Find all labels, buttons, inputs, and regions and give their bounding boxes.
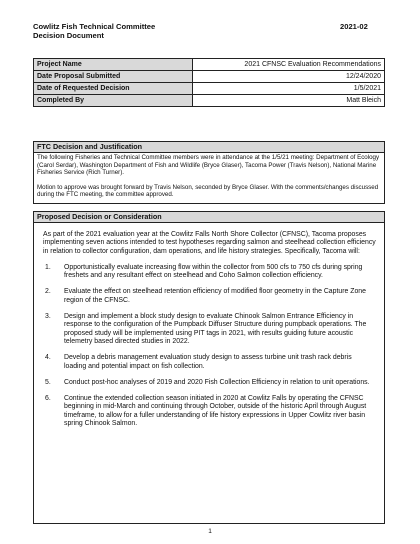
item-text: Conduct post-hoc analyses of 2019 and 2020 Fish Collection Efficiency in relation to unit operations.	[64, 378, 370, 386]
item-text: Develop a debris management evaluation study design to assess turbine unit trash rack debris loading and potential impact on fish collection.	[64, 354, 352, 370]
item-number: 3.	[45, 313, 51, 321]
project-info-table	[33, 58, 385, 107]
ftc-decision-title: FTC Decision and Justification	[34, 142, 384, 153]
project-name-value: 2021 CFNSC Evaluation Recommendations	[193, 59, 385, 71]
item-text: Opportunistically evaluate increasing flow within the collector from 500 cfs to 750 cfs during spring freshets and any resultant effect on steelhead and Coho Salmon collection efficiency.	[64, 263, 363, 280]
list-item	[43, 288, 378, 305]
item-number: 5.	[45, 378, 51, 386]
list-item	[43, 354, 378, 371]
list-item	[43, 264, 378, 281]
ftc-decision-body	[34, 153, 384, 199]
item-number: 2.	[45, 288, 51, 296]
completed-by-value: Matt Bleich	[193, 95, 385, 107]
project-name-label: Project Name	[34, 59, 193, 71]
action-list	[43, 264, 378, 428]
date-submitted-label: Date Proposal Submitted	[34, 71, 193, 83]
ftc-decision-section	[33, 141, 385, 204]
document-number: 2021-02	[340, 22, 368, 31]
date-requested-label: Date of Requested Decision	[34, 83, 193, 95]
page-number: 1	[208, 528, 212, 535]
table-row	[34, 95, 385, 107]
date-submitted-value: 12/24/2020	[193, 71, 385, 83]
proposed-decision-title: Proposed Decision or Consideration	[34, 212, 384, 223]
item-number: 6.	[45, 395, 51, 403]
document-type: Decision Document	[33, 31, 104, 40]
proposal-intro: As part of the 2021 evaluation year at the Cowlitz Falls North Shore Collector (CFNSC), Tacoma proposes implementing seven actions intended to test hypotheses regarding salmon and steelhead collection efficiency in relation to collector configuration, dam operations, and life history strategies. Specifically, Tacoma will:	[43, 231, 376, 255]
item-text: Continue the extended collection season initiated in 2020 at Cowlitz Falls by operating the CFNSC beginning in mid-March and continuing through October, outside of the historic April through August timeframe, to allow for a fuller understanding of life history expressions in Upper Cowlitz river basin spring Chinook Salmon.	[64, 395, 367, 428]
item-text: Evaluate the effect on steelhead retention efficiency of modified floor geometry in the Capture Zone region of the CFNSC.	[64, 288, 366, 304]
table-row	[34, 59, 385, 71]
date-requested-value: 1/5/2021	[193, 83, 385, 95]
list-item	[43, 379, 378, 387]
motion-paragraph: Motion to approve was brought forward by Travis Nelson, seconded by Bryce Glaser. With the comments/changes discussed during the FTC meeting, the committee approved.	[37, 183, 379, 199]
table-row	[34, 71, 385, 83]
proposed-decision-body	[34, 223, 384, 428]
table-row	[34, 83, 385, 95]
attendance-paragraph: The following Fisheries and Technical Committee members were in attendance at the 1/5/21 meeting: Department of Ecology (Carol Serdar), Washington Department of Fish and Wildlife (Bryce Glaser), Tacoma Power (Travis Nelson), National Marine Fisheries Service (Rich Turner).	[37, 154, 380, 177]
completed-by-label: Completed By	[34, 95, 193, 107]
list-item	[43, 395, 378, 428]
list-item	[43, 313, 378, 346]
item-text: Design and implement a block study design to evaluate Chinook Salmon Entrance Efficiency in response to the configuration of the Pumpback Diffuser Structure during pumpback operations. The proposed study will be implemented using PIT tags in 2021, with results guiding future acoustic telemetry based directed studies in 2022.	[64, 313, 367, 345]
committee-name: Cowlitz Fish Technical Committee	[33, 22, 156, 31]
document-header	[33, 22, 155, 40]
proposed-decision-section	[33, 211, 385, 524]
item-number: 1.	[45, 263, 51, 271]
item-number: 4.	[45, 354, 51, 362]
